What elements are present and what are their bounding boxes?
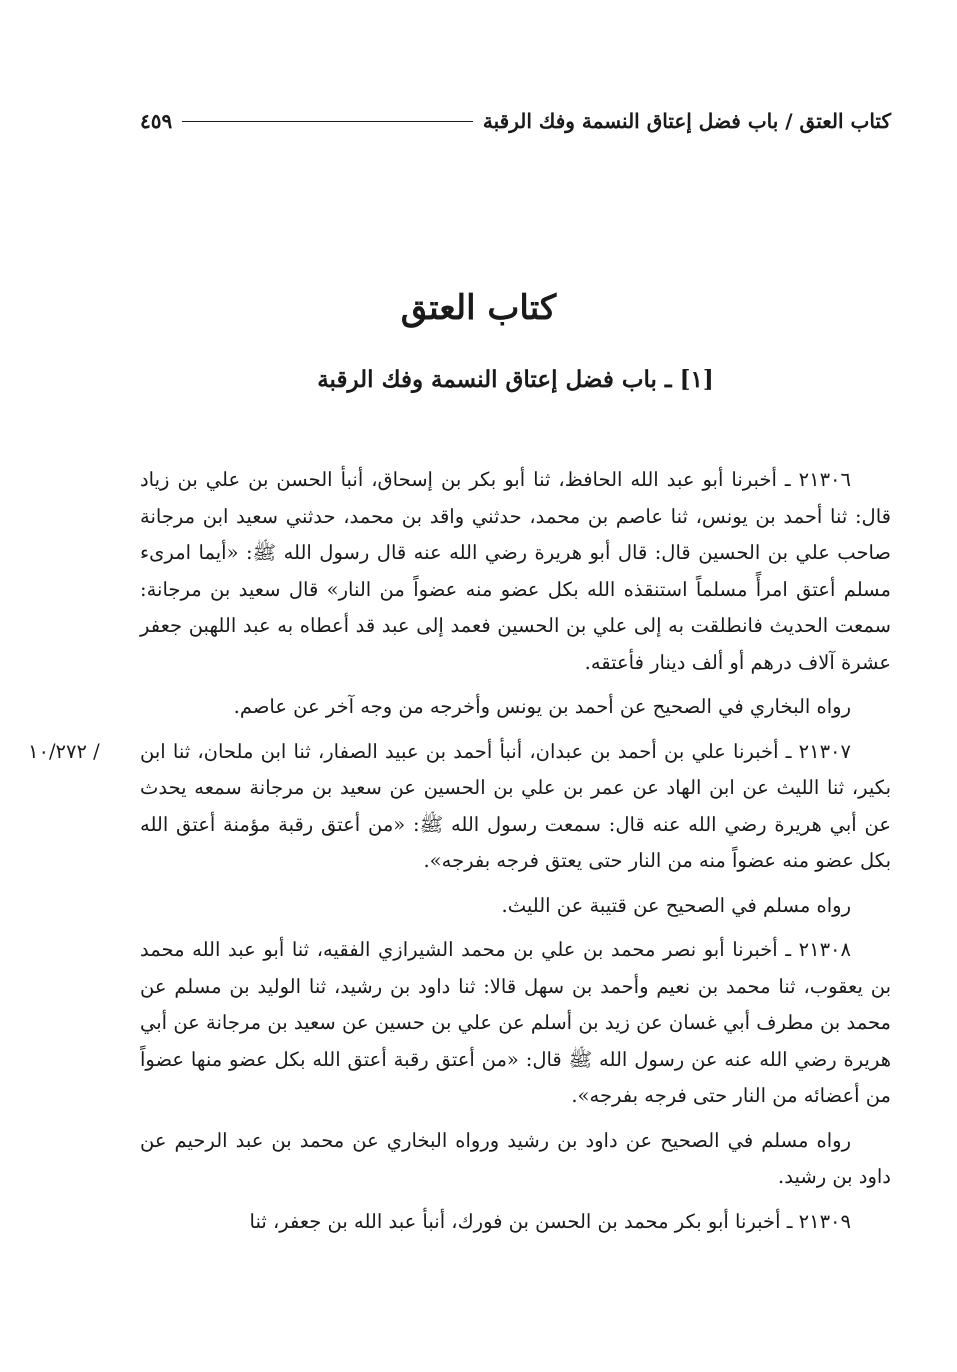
running-title: كتاب العتق / باب فضل إعتاق النسمة وفك الرقبة: [482, 109, 891, 133]
chapter-title: [١] ـ باب فضل إعتاق النسمة وفك الرقبة: [317, 366, 714, 393]
narration-note: رواه مسلم في الصحيح عن قتيبة عن الليث.: [501, 893, 851, 917]
body-text: [28, 462, 891, 1248]
margin-volume-page-ref: ١٠/٢٧٢ /: [28, 739, 100, 763]
header-rule: [182, 121, 473, 122]
narration-note: رواه البخاري في الصحيح عن أحمد بن يونس وأخرجه من وجه آخر عن عاصم.: [233, 695, 851, 718]
page-number: ٤٥٩: [140, 109, 173, 133]
hadith-21309: ٢١٣٠٩ ـ أخبرنا أبو بكر محمد بن الحسن بن فورك، أنبأ عبد الله بن جعفر، ثنا: [249, 1209, 851, 1233]
hadith-21306: ٢١٣٠٦ ـ أخبرنا أبو عبد الله الحافظ، ثنا أبو بكر بن إسحاق، أنبأ الحسن بن علي بن زياد قال: ثنا أحمد بن يونس، ثنا عاصم بن محمد، حدثني واقد بن محمد، حدثني سعيد ابن مرجانة صاحب علي بن الحسين قال: قال أبو هريرة رضي الله عنه قال رسول الله ﷺ: «أيما امرىء مسلم أعتق امرأً مسلماً استنقذه الله بكل عضو منه عضواً من النار» قال سعيد بن مرجانة: سمعت الحديث فانطلقت به إلى علي بن الحسين فعمد إلى عبد قد أعطاه به عبد اللهبن جعفر عشرة آلاف درهم أو ألف دينار فأعتقه.: [140, 468, 891, 674]
hadith-21308: ٢١٣٠٨ ـ أخبرنا أبو نصر محمد بن علي بن محمد الشيرازي الفقيه، ثنا أبو عبد الله محمد بن يعقوب، ثنا محمد بن نعيم وأحمد بن سهل قالا: ثنا داود بن رشيد، ثنا الوليد بن مسلم عن محمد بن مطرف أبي غسان عن زيد بن أسلم عن علي بن حسين عن سعيد بن مرجانة عن أبي هريرة رضي الله عنه عن رسول الله ﷺ قال: «من أعتق رقبة أعتق الله بكل عضو منها عضواً من أعضائه من النار حتى فرجه بفرجه».: [140, 938, 891, 1107]
hadith-21307: ٢١٣٠٧ ـ أخبرنا علي بن أحمد بن عبدان، أنبأ أحمد بن عبيد الصفار، ثنا ابن ملحان، ثنا ابن بكير، ثنا الليث عن ابن الهاد عن عمر بن علي بن الحسين عن سعيد بن مرجانة سمعه يحدث عن أبي هريرة رضي الله عنه قال: سمعت رسول الله ﷺ: «من أعتق رقبة مؤمنة أعتق الله بكل عضو منه عضواً منه من النار حتى يعتق فرجه بفرجه».: [140, 739, 891, 872]
hadith-21307-block: [28, 734, 891, 880]
book-title: كتاب العتق: [400, 288, 557, 328]
narration-note: رواه مسلم في الصحيح عن داود بن رشيد ورواه البخاري عن محمد بن عبد الرحيم عن داود بن رشيد.: [140, 1128, 891, 1188]
running-header: [140, 104, 891, 138]
